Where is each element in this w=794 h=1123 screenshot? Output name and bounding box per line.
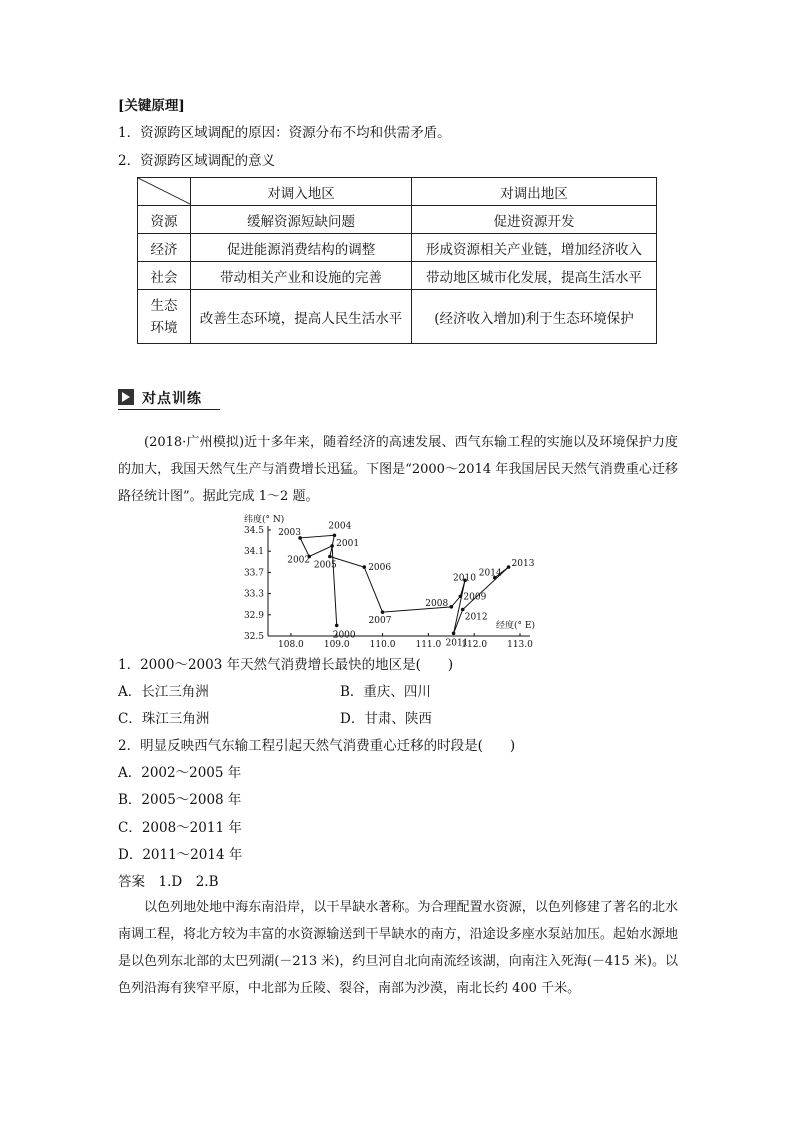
data-point-2011 bbox=[452, 632, 456, 636]
point-label-2010: 2010 bbox=[453, 573, 476, 584]
israel-passage bbox=[118, 894, 678, 1002]
data-point-2004 bbox=[333, 534, 337, 538]
point-label-2000: 2000 bbox=[332, 630, 356, 641]
header-export-region: 对调出地区 bbox=[412, 178, 657, 206]
row-label-line-2: 环境 bbox=[150, 319, 178, 336]
q2-option-b: B．2005～2008 年 bbox=[118, 792, 242, 808]
row-label bbox=[138, 290, 191, 344]
table-row bbox=[138, 290, 657, 344]
y-tick-label: 32.9 bbox=[243, 610, 264, 621]
point-label-2009: 2009 bbox=[463, 592, 487, 603]
cell-import: 带动相关产业和设施的完善 bbox=[191, 262, 412, 290]
cell-import: 缓解资源短缺问题 bbox=[191, 206, 412, 234]
significance-table bbox=[137, 177, 657, 344]
y-tick-label: 34.1 bbox=[243, 547, 264, 558]
row-label: 社会 bbox=[138, 262, 191, 290]
y-tick-label: 33.7 bbox=[243, 568, 264, 579]
question-2-stem: 2．明显反映西气东输工程引起天然气消费重心迁移的时段是( ) bbox=[118, 738, 516, 754]
q2-option-a: A．2002～2005 年 bbox=[118, 765, 242, 781]
x-tick-label: 110.0 bbox=[369, 640, 396, 650]
point-label-2012: 2012 bbox=[464, 612, 488, 623]
data-point-2000 bbox=[335, 624, 339, 628]
x-tick-label: 112.0 bbox=[461, 640, 488, 650]
q2-option-c: C．2008～2011 年 bbox=[118, 820, 242, 836]
row-label-line-1: 生态 bbox=[150, 297, 178, 314]
passage-text: 以色列地处地中海东南沿岸，以干旱缺水著称。为合理配置水资源，以色列修建了著名的北水南调工程，将北方较为丰富的水资源输送到干旱缺水的南方，沿途设多座水泵站加压。起始水源地是以色列东北部的太巴列湖(－213 米)，约旦河自北向南流经该湖，向南注入死海(－415 米)。以色列沿海有狭窄平原，中北部为丘陵、裂谷，南部为沙漠，南北长约 400 千米。 bbox=[118, 900, 678, 996]
data-point-2009 bbox=[459, 594, 463, 598]
data-point-2005 bbox=[328, 555, 332, 559]
cell-import: 促进能源消费结构的调整 bbox=[191, 234, 412, 262]
x-tick-label: 113.0 bbox=[507, 640, 533, 650]
x-tick-label: 109.0 bbox=[323, 640, 350, 650]
data-point-2012 bbox=[461, 608, 465, 612]
data-point-2008 bbox=[449, 605, 453, 609]
y-tick-label: 32.5 bbox=[243, 632, 264, 642]
intro-text: (2018·广州模拟)近十多年来，随着经济的高速发展、西气东输工程的实施以及环境保护力度的加大，我国天然气生产与消费增长迅猛。下图是“2000～2014 年我国居民天然气消费重心迁移路径统计图”。据此完成 1～2 题。 bbox=[118, 435, 678, 504]
table-corner-cell bbox=[138, 178, 191, 206]
x-axis-label: 经度(° E) bbox=[496, 621, 535, 631]
point-label-2008: 2008 bbox=[425, 598, 449, 609]
intro-paragraph bbox=[118, 429, 678, 510]
data-point-2007 bbox=[381, 610, 385, 614]
y-tick-label: 33.3 bbox=[243, 589, 264, 600]
cell-export: 促进资源开发 bbox=[412, 206, 657, 234]
point-label-2005: 2005 bbox=[313, 560, 337, 571]
gas-consumption-center-chart bbox=[240, 510, 560, 650]
point-label-2011: 2011 bbox=[445, 638, 469, 649]
training-banner bbox=[118, 387, 220, 410]
q1-option-a: A．长江三角洲 bbox=[118, 684, 209, 700]
training-title: 对点训练 bbox=[142, 391, 202, 407]
q2-option-d: D．2011～2014 年 bbox=[118, 847, 243, 863]
point-label-2002: 2002 bbox=[287, 555, 311, 566]
y-tick-label: 34.5 bbox=[243, 526, 264, 536]
row-label: 资源 bbox=[138, 206, 191, 234]
q1-option-b: B．重庆、四川 bbox=[340, 684, 431, 700]
q1-option-d: D．甘肃、陕西 bbox=[340, 711, 432, 727]
header-import-region: 对调入地区 bbox=[191, 178, 412, 206]
question-1-stem: 1．2000～2003 年天然气消费增长最快的地区是( ) bbox=[118, 657, 454, 673]
point-label-2013: 2013 bbox=[511, 559, 535, 570]
table-row bbox=[138, 206, 657, 234]
x-tick-label: 108.0 bbox=[278, 640, 304, 650]
point-label-2006: 2006 bbox=[368, 563, 392, 574]
cell-export: (经济收入增加)利于生态环境保护 bbox=[412, 290, 657, 344]
cell-import: 改善生态环境，提高人民生活水平 bbox=[191, 290, 412, 344]
q1-option-c: C．珠江三角洲 bbox=[118, 711, 210, 727]
point-label-2003: 2003 bbox=[278, 527, 301, 538]
play-triangle-icon bbox=[118, 389, 134, 405]
diagonal-line bbox=[138, 178, 190, 205]
table-row bbox=[138, 234, 657, 262]
table-row bbox=[138, 262, 657, 290]
data-point-2001 bbox=[330, 544, 334, 548]
point-label-2014: 2014 bbox=[478, 568, 502, 579]
answer-line: 答案 1.D 2.B bbox=[118, 874, 219, 890]
point-label-2007: 2007 bbox=[368, 616, 392, 627]
cell-export: 带动地区城市化发展，提高生活水平 bbox=[412, 262, 657, 290]
x-tick-label: 111.0 bbox=[415, 640, 442, 650]
y-axis-label: 纬度(° N) bbox=[244, 515, 285, 525]
principle-item-2: 2．资源跨区域调配的意义 bbox=[118, 153, 276, 169]
point-label-2001: 2001 bbox=[336, 538, 360, 549]
row-label: 经济 bbox=[138, 234, 191, 262]
data-point-2006 bbox=[362, 565, 366, 569]
principle-item-1: 1．资源跨区域调配的原因：资源分布不均和供需矛盾。 bbox=[118, 125, 451, 141]
data-point-2013 bbox=[507, 565, 511, 569]
principle-heading: [关键原理] bbox=[118, 98, 185, 114]
point-label-2004: 2004 bbox=[328, 521, 352, 532]
cell-export: 形成资源相关产业链，增加经济收入 bbox=[412, 234, 657, 262]
